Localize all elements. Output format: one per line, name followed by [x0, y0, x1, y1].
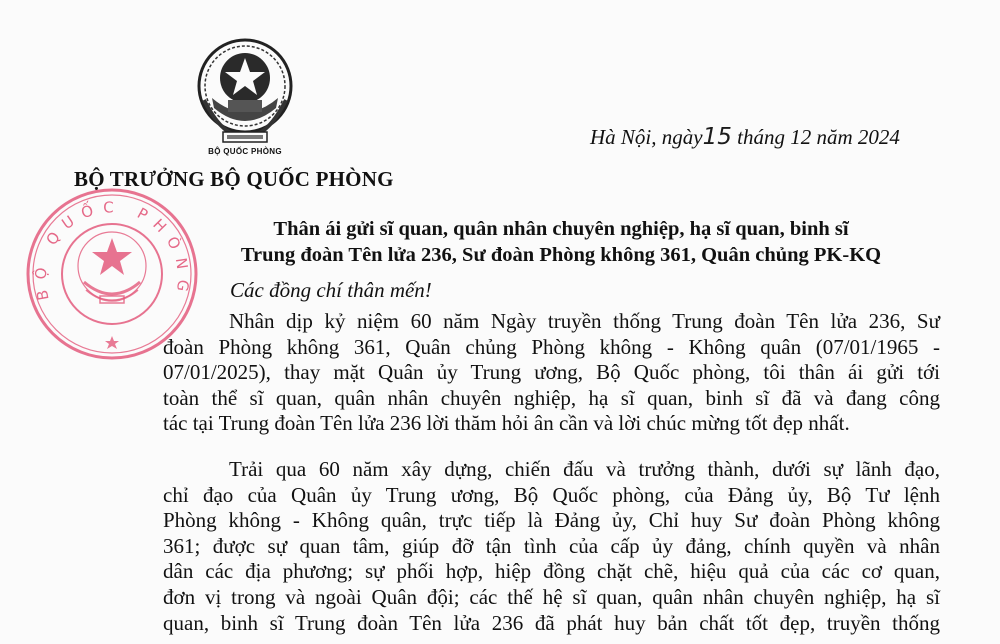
paragraph-2 [163, 457, 940, 636]
issuer-title: BỘ TRƯỞNG BỘ QUỐC PHÒNG [74, 167, 394, 191]
document-date [590, 124, 900, 150]
paragraph-line: Trải qua 60 năm xây dựng, chiến đấu và trưởng thành, dưới sự lãnh đạo, [229, 457, 940, 481]
paragraph-line: đơn vị trong và ngoài Quân đội; các thế hệ sĩ quan, quân nhân chuyên nghiệp, hạ sĩ [163, 584, 940, 609]
paragraph-line: đoàn Phòng không 361, Quân chủng Phòng không - Không quân (07/01/1965 - [163, 334, 940, 359]
paragraph-line: chỉ đạo của Quân ủy Trung ương, Bộ Quốc phòng, của Đảng ủy, Bộ Tư lệnh [163, 482, 940, 507]
date-day-handwritten: 15 [702, 124, 732, 150]
subject-line: Thân ái gửi sĩ quan, quân nhân chuyên nghiệp, hạ sĩ quan, binh sĩ [273, 218, 849, 240]
emblem-caption: BỘ QUỐC PHÒNG [208, 147, 282, 156]
paragraph-line: Phòng không - Không quân, trực tiếp là Đảng ủy, Chỉ huy Sư đoàn Phòng không [163, 508, 940, 533]
svg-text:BỘ QUỐC PHÒNG: BỘ QUỐC PHÒNG [31, 198, 193, 302]
paragraph-line: toàn thể sĩ quan, quân nhân chuyên nghiệp, hạ sĩ quan, binh sĩ đã và đang công [163, 385, 940, 410]
paragraph-line: Nhân dịp kỷ niệm 60 năm Ngày truyền thống Trung đoàn Tên lửa 236, Sư [229, 309, 940, 333]
paragraph-line: 361; được sự quan tâm, giúp đỡ tận tình của cấp ủy đảng, chính quyền và nhân [163, 533, 940, 558]
letter-subject [216, 216, 906, 268]
paragraph-line: dân các địa phương; sự phối hợp, hiệp đồng chặt chẽ, hiệu quả của các cơ quan, [163, 559, 940, 584]
date-prefix: Hà Nội, ngày [590, 125, 703, 149]
paragraph-1 [163, 309, 940, 437]
paragraph-line: quan, binh sĩ Trung đoàn Tên lửa 236 đã phát huy bản chất tốt đẹp, truyền thống [163, 610, 940, 635]
subject-line: Trung đoàn Tên lửa 236, Sư đoàn Phòng không 361, Quân chủng PK-KQ [240, 244, 882, 266]
national-emblem-icon [190, 36, 300, 160]
date-suffix: tháng 12 năm 2024 [737, 125, 900, 149]
salutation: Các đồng chí thân mến! [230, 278, 432, 302]
paragraph-line: tác tại Trung đoàn Tên lửa 236 lời thăm hỏi ân cần và lời chúc mừng tốt đẹp nhất. [163, 411, 850, 436]
paragraph-line: 07/01/2025), thay mặt Quân ủy Trung ương, Bộ Quốc phòng, tôi thân ái gửi tới [163, 360, 940, 385]
